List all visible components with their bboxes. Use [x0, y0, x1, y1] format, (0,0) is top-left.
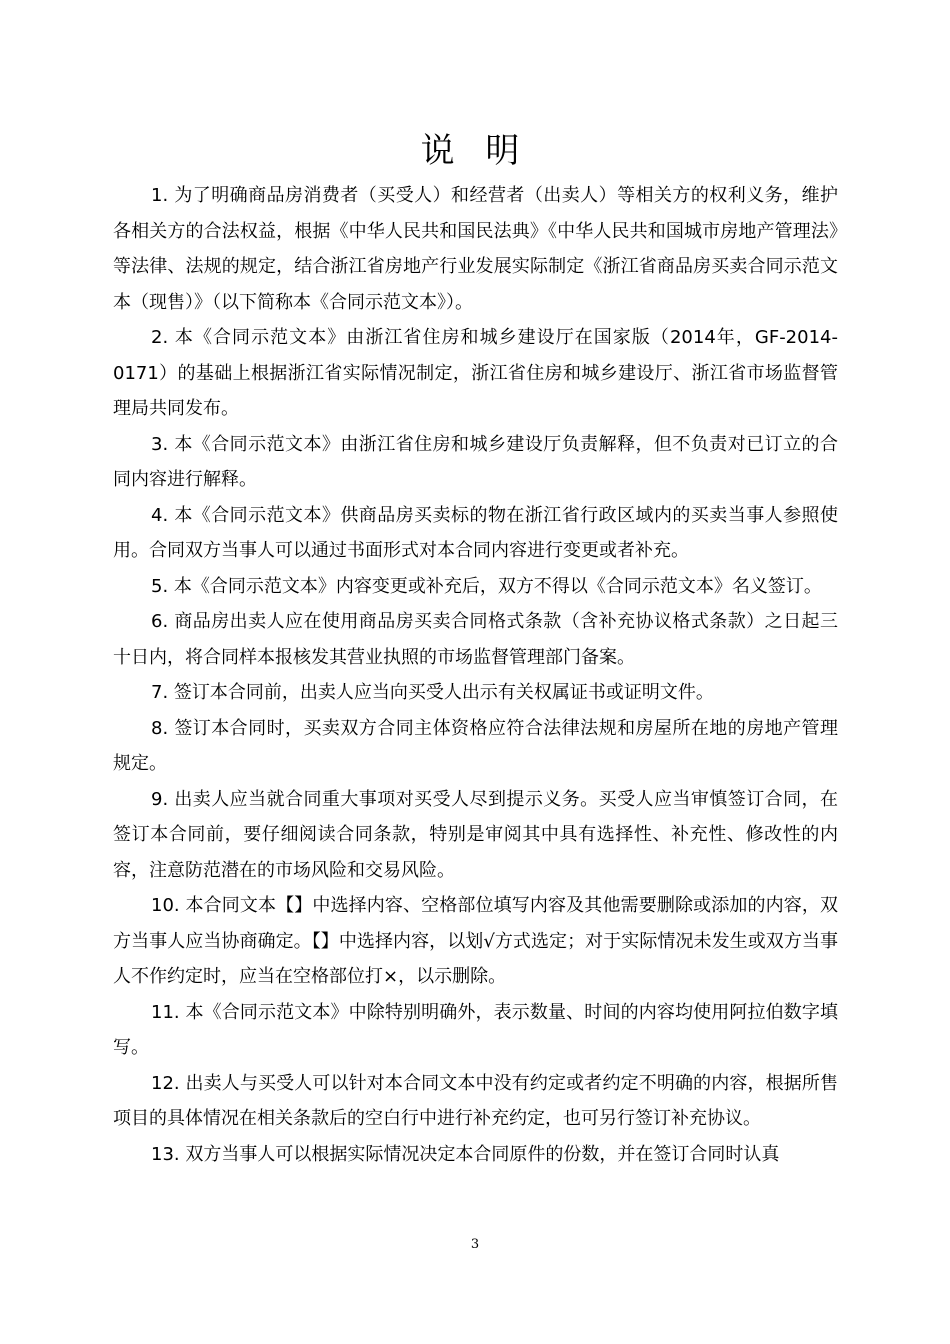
instruction-item-10: 10. 本合同文本【】中选择内容、空格部位填写内容及其他需要删除或添加的内容，双方当事人应当协商确定。【】中选择内容，以划√方式选定；对于实际情况未发生或双方当事人不作约定时，应当在空格部位打×，以示删除。 — [113, 895, 838, 987]
instruction-item-9: 9. 出卖人应当就合同重大事项对买受人尽到提示义务。买受人应当审慎签订合同，在签订本合同前，要仔细阅读合同条款，特别是审阅其中具有选择性、补充性、修改性的内容，注意防范潜在的市场风险和交易风险。 — [113, 788, 838, 881]
instruction-item-13: 13. 双方当事人可以根据实际情况决定本合同原件的份数，并在签订合同时认真 — [151, 1143, 780, 1165]
page-number: 3 — [470, 1237, 480, 1252]
instruction-item-3: 3. 本《合同示范文本》由浙江省住房和城乡建设厅负责解释，但不负责对已订立的合同内容进行解释。 — [113, 433, 838, 490]
instruction-item-2: 2. 本《合同示范文本》由浙江省住房和城乡建设厅在国家版（2014年，GF-2014-0171）的基础上根据浙江省实际情况制定，浙江省住房和城乡建设厅、浙江省市场监督管理局共同发布。 — [113, 327, 838, 419]
instruction-item-4: 4. 本《合同示范文本》供商品房买卖标的物在浙江省行政区域内的买卖当事人参照使用。合同双方当事人可以通过书面形式对本合同内容进行变更或者补充。 — [113, 504, 838, 561]
instruction-item-7: 7. 签订本合同前，出卖人应当向买受人出示有关权属证书或证明文件。 — [151, 682, 714, 703]
instruction-item-1: 1. 为了明确商品房消费者（买受人）和经营者（出卖人）等相关方的权利义务，维护各相关方的合法权益，根据《中华人民共和国民法典》《中华人民共和国城市房地产管理法》等法律、法规的规定，结合浙江省房地产行业发展实际制定《浙江省商品房买卖合同示范文本（现售）》（以下简称本《合同示范文本》）。 — [113, 185, 838, 313]
instruction-item-5: 5. 本《合同示范文本》内容变更或补充后，双方不得以《合同示范文本》名义签订。 — [151, 575, 822, 597]
instruction-item-6: 6. 商品房出卖人应在使用商品房买卖合同格式条款（含补充协议格式条款）之日起三十日内，将合同样本报核发其营业执照的市场监督管理部门备案。 — [113, 611, 838, 668]
instructions-body — [113, 178, 838, 1172]
instruction-item-8: 8. 签订本合同时，买卖双方合同主体资格应符合法律法规和房屋所在地的房地产管理规定。 — [113, 717, 838, 774]
page-title: 说 明 — [420, 131, 530, 171]
instruction-item-11: 11. 本《合同示范文本》中除特别明确外，表示数量、时间的内容均使用阿拉伯数字填写。 — [113, 1001, 838, 1058]
instruction-item-12: 12. 出卖人与买受人可以针对本合同文本中没有约定或者约定不明确的内容，根据所售项目的具体情况在相关条款后的空白行中进行补充约定，也可另行签订补充协议。 — [113, 1072, 838, 1129]
